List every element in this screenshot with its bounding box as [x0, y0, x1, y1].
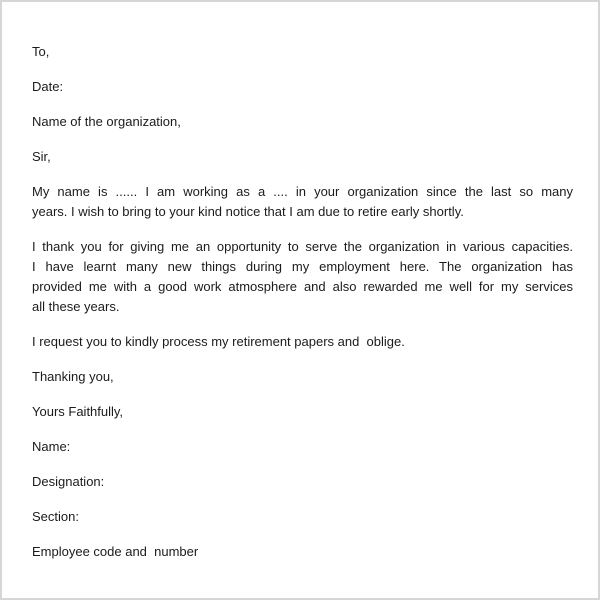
intro-paragraph-line-1: My name is ...... I am working as a .... in your organization since the last so many [32, 184, 573, 199]
organization-line: Name of the organization, [32, 114, 181, 129]
gratitude-paragraph [32, 237, 573, 317]
signature-field-designation: Designation: [32, 474, 105, 489]
signature-field-name: Name: [32, 439, 71, 454]
date-line: Date: [32, 79, 64, 94]
closing-line: Yours Faithfully, [32, 404, 124, 419]
intro-paragraph-line-2: years. I wish to bring to your kind notice that I am due to retire early shortly. [32, 204, 464, 219]
gratitude-paragraph-line-2: I have learnt many new things during my employment here. The organization has [32, 259, 573, 274]
request-line: I request you to kindly process my retirement papers and oblige. [32, 334, 405, 349]
gratitude-paragraph-line-4: all these years. [32, 299, 120, 314]
signature-field-employee-code: Employee code and number [32, 544, 199, 559]
gratitude-paragraph-line-1: I thank you for giving me an opportunity to serve the organization in various capacities. [32, 239, 573, 254]
to-line: To, [32, 44, 50, 59]
salutation-line: Sir, [32, 149, 51, 164]
gratitude-paragraph-line-3: provided me with a good work atmosphere and also rewarded me well for my services [32, 279, 573, 294]
thanking-line: Thanking you, [32, 369, 114, 384]
intro-paragraph [32, 182, 573, 222]
signature-field-section: Section: [32, 509, 79, 524]
